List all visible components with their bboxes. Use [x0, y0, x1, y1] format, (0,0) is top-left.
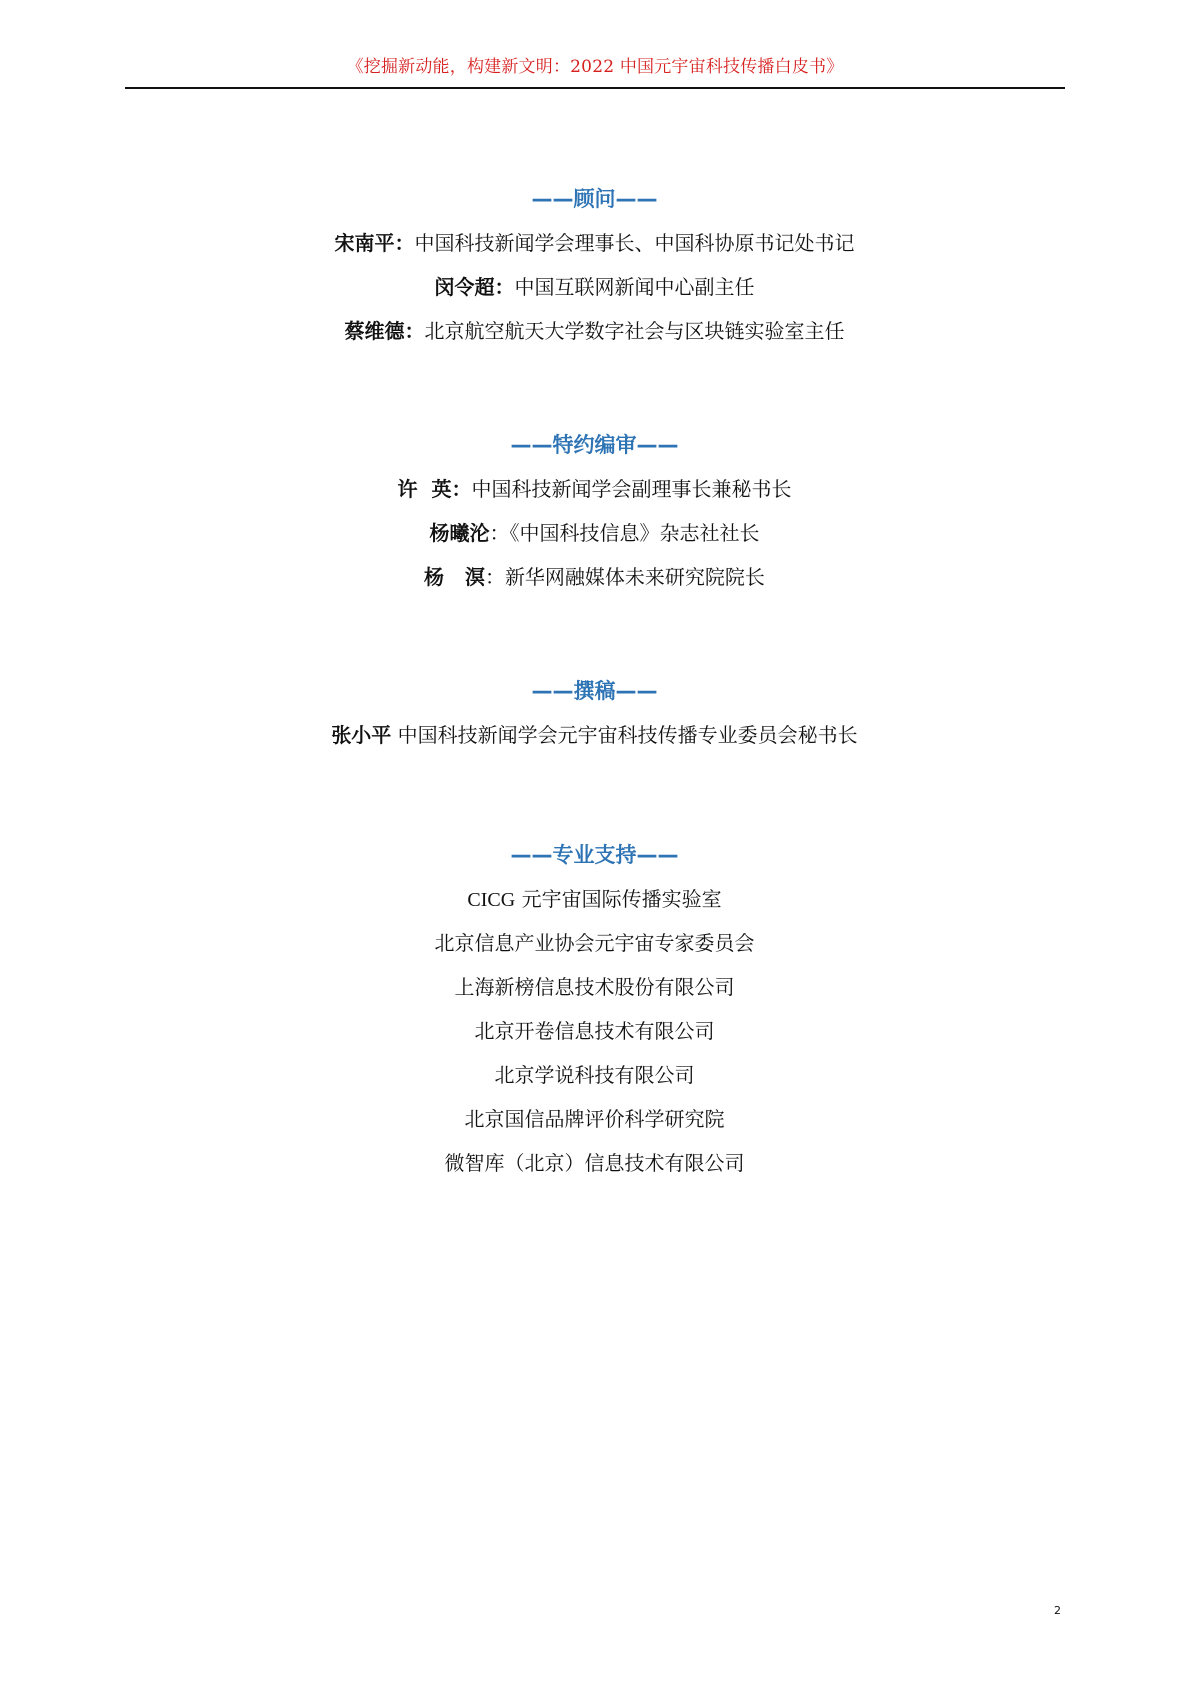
support-org-prefix: CICG [467, 889, 516, 911]
support-org: 上海新榜信息技术股份有限公司 [454, 975, 735, 999]
editor-entry [0, 518, 1189, 548]
support-org-name: 元宇宙国际传播实验室 [515, 887, 722, 911]
writer-section [0, 676, 1189, 764]
advisor-entry [0, 316, 1189, 346]
advisor-role: 北京航空航天大学数字社会与区块链实验室主任 [424, 319, 845, 343]
advisor-role: 中国科技新闻学会理事长、中国科协原书记处书记 [414, 231, 855, 255]
editor-name: 杨曦沦 [429, 521, 490, 545]
advisor-role: 中国互联网新闻中心副主任 [514, 275, 755, 299]
page-number: 2 [1054, 1604, 1061, 1617]
editor-role: 中国科技新闻学会副理事长兼秘书长 [471, 477, 792, 501]
advisor-entry [0, 228, 1189, 258]
support-org [0, 884, 1189, 914]
section-title-support: ——专业支持—— [510, 843, 679, 867]
section-title-advisors: ——顾问—— [531, 187, 658, 211]
writer-role: 中国科技新闻学会元宇宙科技传播专业委员会秘书长 [391, 723, 858, 747]
advisor-name: 宋南平： [334, 231, 415, 255]
writer-name: 张小平 [331, 723, 392, 747]
editor-entry [0, 562, 1189, 592]
writer-entry [0, 720, 1189, 750]
editor-separator: ： [489, 521, 510, 545]
editor-name: 杨 溟 [424, 565, 485, 589]
editor-separator: ： [484, 565, 505, 589]
advisor-name: 蔡维德： [344, 319, 425, 343]
support-org: 微智库（北京）信息技术有限公司 [444, 1151, 745, 1175]
support-org: 北京学说科技有限公司 [494, 1063, 695, 1087]
editor-name: 许 英： [397, 477, 472, 501]
section-title-special-editors: ——特约编审—— [510, 433, 679, 457]
editor-role: 新华网融媒体未来研究院院长 [504, 565, 765, 589]
support-org: 北京信息产业协会元宇宙专家委员会 [434, 931, 755, 955]
header-title: 《挖掘新动能，构建新文明：2022 中国元宇宙科技传播白皮书》 [346, 57, 844, 77]
support-org: 北京开卷信息技术有限公司 [474, 1019, 715, 1043]
page-header [125, 55, 1065, 89]
support-section [0, 840, 1189, 1192]
special-editors-section [0, 430, 1189, 606]
support-org: 北京国信品牌评价科学研究院 [464, 1107, 725, 1131]
editor-entry [0, 474, 1189, 504]
advisors-section [0, 184, 1189, 360]
advisor-name: 闵令超： [434, 275, 515, 299]
section-title-writer: ——撰稿—— [531, 679, 658, 703]
advisor-entry [0, 272, 1189, 302]
editor-role: 《中国科技信息》杂志社社长 [509, 521, 760, 545]
